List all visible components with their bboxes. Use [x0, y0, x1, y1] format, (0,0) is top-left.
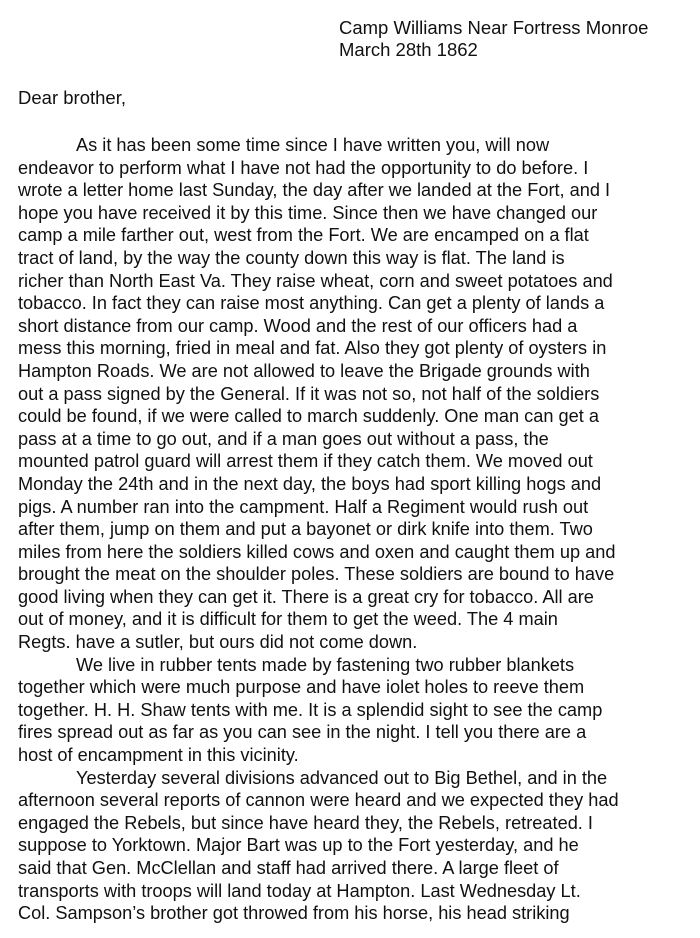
body-line: wrote a letter home last Sunday, the day after we landed at the Fort, and I: [18, 180, 611, 201]
body-line: pass at a time to go out, and if a man goes out without a pass, the: [18, 428, 549, 449]
body-line: good living when they can get it. There is a great cry for tobacco. All are: [18, 586, 594, 607]
body-line: fires spread out as far as you can see in the night. I tell you there are a: [18, 722, 587, 743]
body-line: afternoon several reports of cannon were heard and we expected they had: [18, 790, 619, 811]
body-line: out a pass signed by the General. If it was not so, not half of the soldiers: [18, 383, 600, 404]
body-line: together which were much purpose and have iolet holes to reeve them: [18, 677, 585, 698]
body-line: Regts. have a sutler, but ours did not come down.: [18, 632, 418, 653]
body-line: As it has been some time since I have written you, will now: [76, 135, 550, 155]
body-line: richer than North East Va. They raise wheat, corn and sweet potatoes and: [18, 270, 613, 291]
body-line: endeavor to perform what I have not had the opportunity to do before. I: [18, 157, 589, 178]
body-line: said that Gen. McClellan and staff had arrived there. A large fleet of: [18, 858, 559, 878]
body-line: pigs. A number ran into the campment. Half a Regiment would rush out: [18, 496, 589, 517]
body-line: mess this morning, fried in meal and fat. Also they got plenty of oysters in: [18, 338, 607, 359]
letter-header: [339, 17, 648, 61]
body-line: camp a mile farther out, west from the Fort. We are encamped on a flat: [18, 225, 589, 246]
header-date: March 28th 1862: [339, 39, 478, 60]
body-line: could be found, if we were called to march suddenly. One man can get a: [18, 406, 599, 427]
salutation: Dear brother,: [18, 87, 126, 108]
body-line: engaged the Rebels, but since have heard they, the Rebels, retreated. I: [18, 812, 593, 833]
body-line: together. H. H. Shaw tents with me. It is a splendid sight to see the camp: [18, 699, 603, 720]
body-line: Yesterday several divisions advanced out to Big Bethel, and in the: [76, 767, 608, 788]
body-line: tobacco. In fact they can raise most anything. Can get a plenty of lands a: [18, 293, 605, 314]
body-line: Col. Sampson’s brother got throwed from his horse, his head striking: [18, 903, 570, 924]
body-line: suppose to Yorktown. Major Bart was up to the Fort yesterday, and he: [18, 835, 579, 856]
body-line: after them, jump on them and put a bayonet or dirk knife into them. Two: [18, 519, 593, 540]
body-line: Monday the 24th and in the next day, the boys had sport killing hogs and: [18, 473, 602, 494]
body-line: We live in rubber tents made by fastening two rubber blankets: [76, 654, 575, 675]
body-line: tract of land, by the way the county down this way is flat. The land is: [18, 247, 565, 268]
body-line: mounted patrol guard will arrest them if they catch them. We moved out: [18, 451, 593, 472]
body-line: miles from here the soldiers killed cows and oxen and caught them up and: [18, 541, 616, 562]
body-line: hope you have received it by this time. Since then we have changed our: [18, 202, 598, 223]
body-line: short distance from our camp. Wood and the rest of our officers had a: [18, 315, 578, 336]
body-line: Hampton Roads. We are not allowed to leave the Brigade grounds with: [18, 360, 590, 381]
body-line: brought the meat on the shoulder poles. These soldiers are bound to have: [18, 564, 615, 585]
body-line: transports with troops will land today at Hampton. Last Wednesday Lt.: [18, 880, 581, 901]
body-line: host of encampment in this vicinity.: [18, 745, 299, 766]
header-location: Camp Williams Near Fortress Monroe: [339, 17, 649, 38]
letter-body: [18, 134, 698, 925]
body-line: out of money, and it is difficult for them to get the weed. The 4 main: [18, 609, 558, 630]
